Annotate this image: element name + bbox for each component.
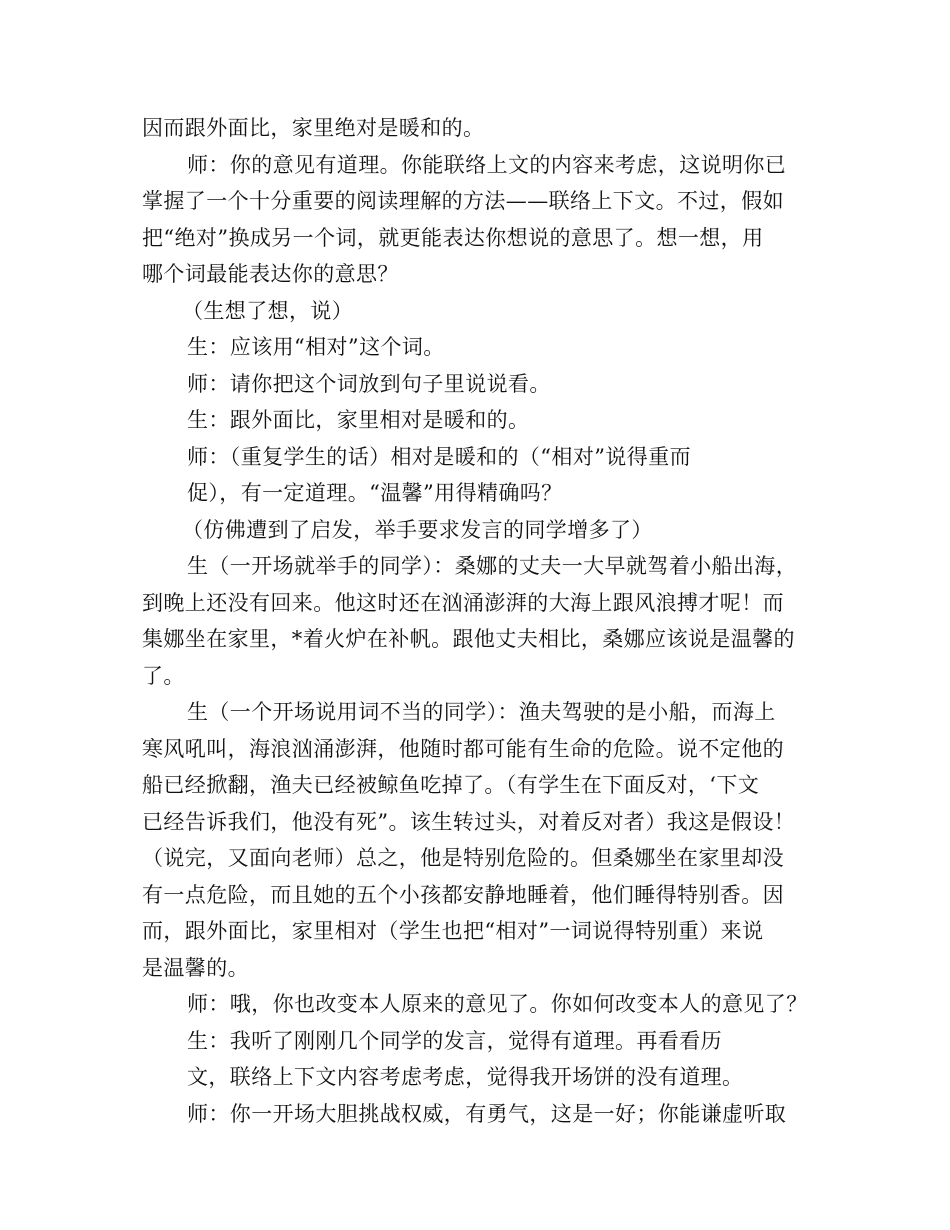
text-line: 生（一个开场说用词不当的同学）：渔夫驾驶的是小船，而海上: [187, 700, 776, 724]
text-line: 有一点危险，而且她的五个小孩都安静地睡着，他们睡得特别香。因: [142, 882, 784, 907]
text-line: （说完，又面向老师）总之，他是特别危险的。但桑娜坐在家里却没: [142, 846, 784, 870]
text-line: 文，联络上下文内容考虑考虑，觉得我开场饼的没有道理。: [187, 1065, 744, 1089]
text-line: 而，跟外面比，家里相对（学生也把“相对”一词说得特别重）来说: [142, 919, 764, 943]
text-line: 师：你一开场大胆挑战权威，有勇气，这是一好；你能谦虚听取: [187, 1101, 787, 1126]
text-line: 师：哦，你也改变本人原来的意见了。你如何改变本人的意见了？: [187, 992, 808, 1016]
text-line: 掌握了一个十分重要的阅读理解的方法——联络上下文。不过，假如: [142, 189, 784, 213]
text-line: 了。: [142, 663, 185, 688]
text-line: 师：你的意见有道理。你能联络上文的内容来考虑，这说明你已: [187, 152, 787, 177]
text-line: 集娜坐在家里，*着火炉在补帆。跟他丈夫相比，桑娜应该说是温馨的: [142, 627, 795, 651]
text-line: 把“绝对”换成另一个词，就更能表达你想说的意思了。想一想，用: [142, 225, 764, 250]
text-line: 促），有一定道理。“温馨”用得精确吗？: [187, 481, 563, 505]
text-line: 是温馨的。: [142, 955, 249, 980]
text-line: 生：我听了刚刚几个同学的发言，觉得有道理。再看看历: [187, 1028, 722, 1053]
text-line: 已经告诉我们，他没有死”。该生转过头，对着反对者）我这是假设！: [142, 809, 796, 834]
text-line: 师：请你把这个词放到句子里说说看。: [187, 371, 551, 396]
text-line: 生：应该用“相对”这个词。: [187, 335, 445, 359]
document-body: [142, 110, 822, 1132]
text-line: 船已经掀翻，渔夫已经被鲸鱼吃掉了。（有学生在下面反对，‘下文: [142, 773, 760, 797]
text-line: （生想了想，说）: [182, 298, 354, 323]
text-line: 师：（重复学生的话）相对是暖和的（“相对”说得重而: [187, 444, 691, 469]
text-line: 哪个词最能表达你的意思？: [142, 262, 399, 286]
text-line: 生：跟外面比，家里相对是暖和的。: [187, 408, 530, 432]
text-line: （仿佛遭到了启发，举手要求发言的同学增多了）: [182, 517, 653, 542]
text-line: 寒风吼叫，海浪汹涌澎湃，他随时都可能有生命的危险。说不定他的: [142, 736, 784, 761]
text-line: 到晚上还没有回来。他这时还在汹涌澎湃的大海上跟风浪搏才呢！而: [142, 590, 784, 615]
text-line: 因而跟外面比，家里绝对是暖和的。: [142, 116, 485, 140]
text-line: 生（一开场就举手的同学）：桑娜的丈夫一大早就驾着小船出海，: [187, 554, 798, 578]
